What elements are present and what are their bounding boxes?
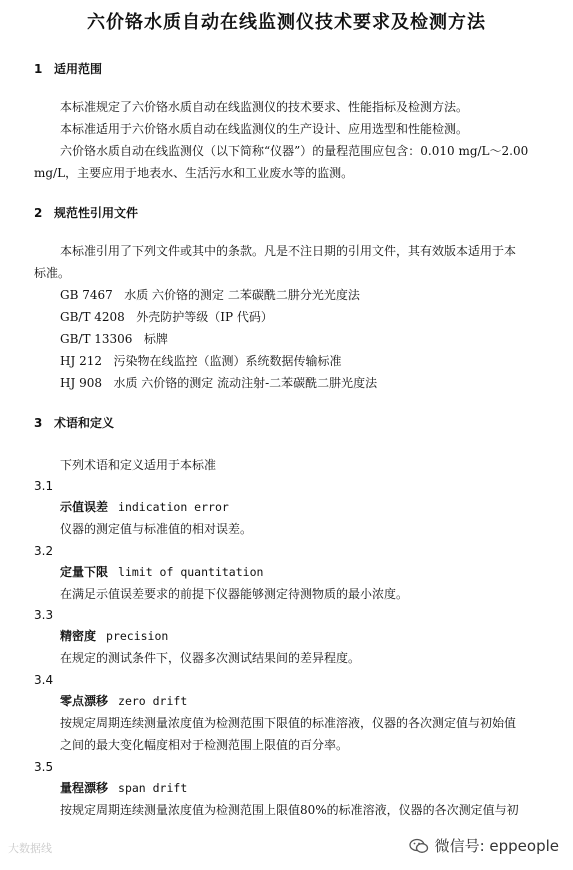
clause-number: 3.2: [34, 544, 54, 558]
section-title: 适用范围: [54, 62, 103, 76]
paragraph: 本标准引用了下列文件或其中的条款。凡是不注日期的引用文件，其有效版本适用于本: [60, 244, 517, 258]
reference-title: 水质 六价铬的测定 流动注射-二苯碳酰二肼光度法: [113, 376, 378, 390]
term-english: limit of quantitation: [118, 565, 264, 579]
reference-title: 标牌: [143, 332, 168, 346]
term-entry: [60, 627, 168, 645]
paragraph: 六价铬水质自动在线监测仪（以下简称“仪器”）的量程范围应包含：0.010 mg/L～2.00: [60, 144, 529, 158]
term-chinese: 示值误差: [60, 500, 109, 514]
reference-title: 外壳防护等级（IP 代码）: [136, 310, 273, 324]
term-entry: [60, 498, 229, 516]
section-title: 术语和定义: [54, 416, 115, 430]
section-3-heading: [34, 414, 114, 432]
reference-code: GB/T 13306: [60, 332, 133, 346]
watermark-left: 大数据线: [8, 842, 52, 855]
reference-item: [60, 330, 168, 348]
reference-item: [60, 286, 360, 304]
paragraph: 本标准规定了六价铬水质自动在线监测仪的技术要求、性能指标及检测方法。: [60, 100, 469, 114]
reference-code: HJ 908: [60, 376, 102, 390]
clause-number: 3.1: [34, 479, 54, 493]
reference-item: [60, 352, 341, 370]
paragraph-continuation: mg/L，主要应用于地表水、生活污水和工业废水等的监测。: [34, 166, 354, 180]
paragraph: 本标准适用于六价铬水质自动在线监测仪的生产设计、应用选型和性能检测。: [60, 122, 469, 136]
term-definition: 按规定周期连续测量浓度值为检测范围上限值80%的标准溶液，仪器的各次测定值与初: [60, 803, 519, 817]
section-number: 1: [34, 62, 43, 76]
reference-item: [60, 374, 377, 392]
term-definition: 在满足示值误差要求的前提下仪器能够测定待测物质的最小浓度。: [60, 587, 409, 601]
clause-number: 3.5: [34, 760, 54, 774]
term-entry: [60, 779, 187, 797]
term-chinese: 零点漂移: [60, 694, 109, 708]
paragraph-continuation: 标准。: [34, 266, 71, 280]
section-title: 规范性引用文件: [54, 206, 139, 220]
term-chinese: 精密度: [60, 629, 97, 643]
term-chinese: 定量下限: [60, 565, 109, 579]
reference-title: 污染物在线监控（监测）系统数据传输标准: [113, 354, 342, 368]
section-number: 2: [34, 206, 43, 220]
term-english: indication error: [118, 500, 229, 514]
watermark-right: [409, 835, 559, 856]
reference-title: 水质 六价铬的测定 二苯碳酰二肼分光光度法: [124, 288, 360, 302]
watermark-text: 微信号: eppeople: [434, 837, 559, 855]
term-english: zero drift: [118, 694, 188, 708]
clause-number: 3.3: [34, 608, 54, 622]
section-2-heading: [34, 204, 138, 222]
term-definition: 仪器的测定值与标准值的相对误差。: [60, 522, 253, 536]
wechat-icon: [409, 838, 429, 854]
term-entry: [60, 692, 187, 710]
reference-item: [60, 308, 273, 326]
term-english: span drift: [118, 781, 188, 795]
document-title: 六价铬水质自动在线监测仪技术要求及检测方法: [87, 12, 486, 33]
clause-number: 3.4: [34, 673, 54, 687]
reference-code: HJ 212: [60, 354, 102, 368]
section-number: 3: [34, 416, 43, 430]
term-definition: 之间的最大变化幅度相对于检测范围上限值的百分率。: [60, 738, 349, 752]
reference-code: GB 7467: [60, 288, 113, 302]
term-entry: [60, 563, 263, 581]
section-1-heading: [34, 60, 102, 78]
term-chinese: 量程漂移: [60, 781, 109, 795]
paragraph: 下列术语和定义适用于本标准: [60, 458, 217, 472]
reference-code: GB/T 4208: [60, 310, 125, 324]
term-definition: 按规定周期连续测量浓度值为检测范围下限值的标准溶液，仪器的各次测定值与初始值: [60, 716, 517, 730]
term-definition: 在规定的测试条件下，仪器多次测试结果间的差异程度。: [60, 651, 361, 665]
term-english: precision: [106, 629, 169, 643]
